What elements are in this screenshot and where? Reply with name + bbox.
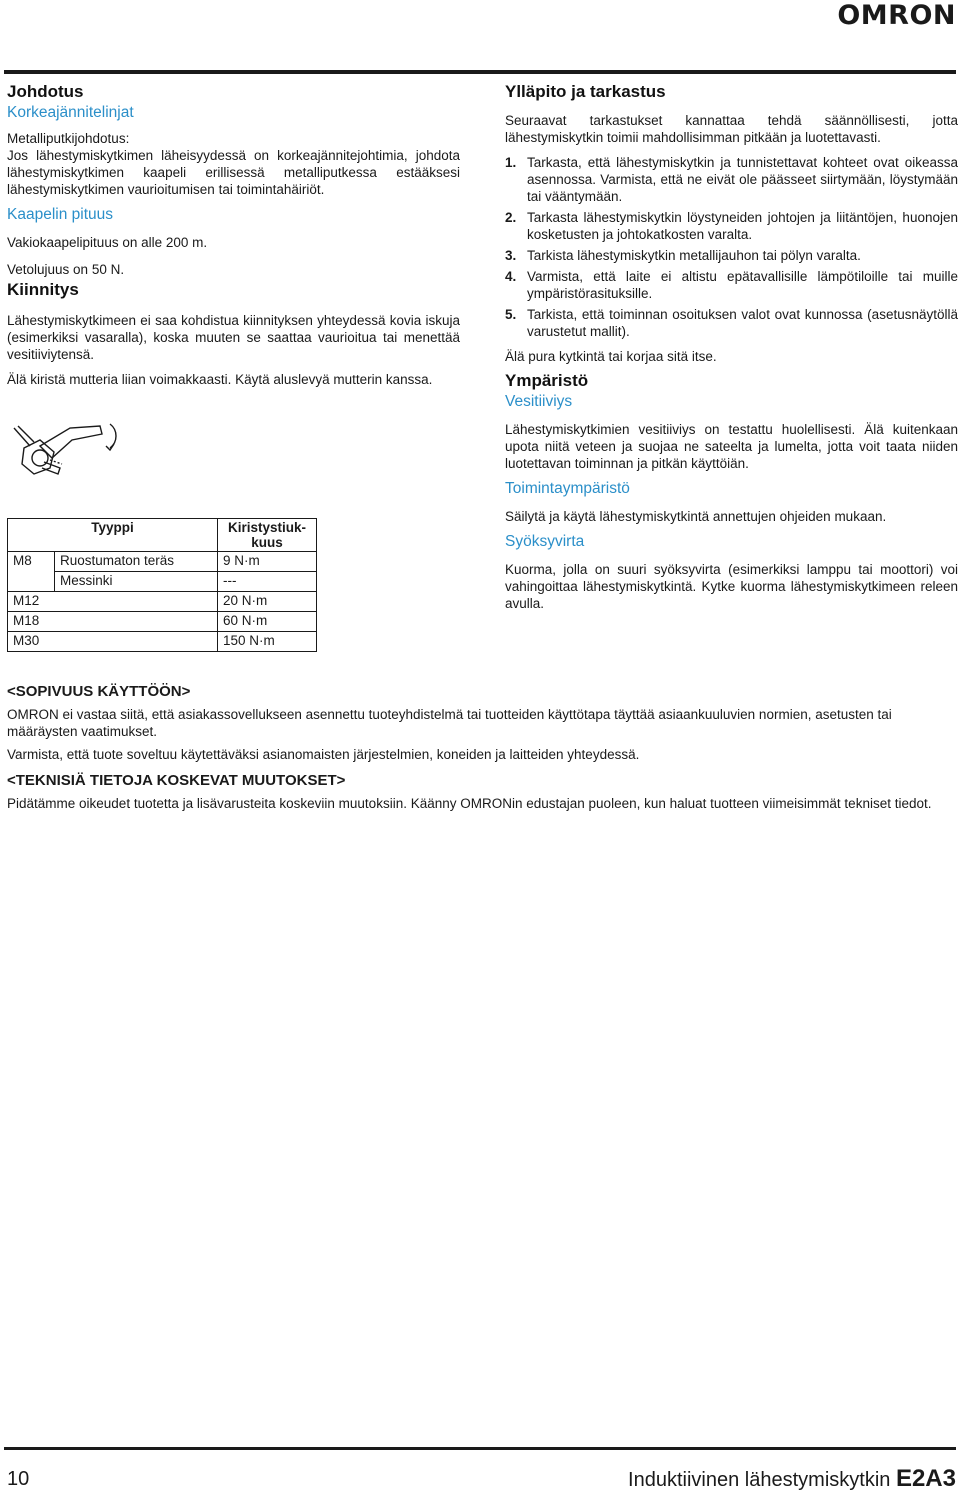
torque-cell: 60 N·m bbox=[218, 612, 317, 632]
table-header-row bbox=[8, 519, 317, 552]
list-item: 3. Tarkista lähestymiskytkin metallijauhon tai pölyn varalta. bbox=[505, 248, 861, 263]
torque-table bbox=[7, 518, 317, 652]
omron-logo: OMRON bbox=[837, 0, 956, 31]
subheading-toimintaymparisto: Toimintaympäristö bbox=[505, 480, 630, 497]
list-item: 5. Tarkista, että toiminnan osoituksen valot ovat kunnossa (asetusnäytöllä varustetut mallit). bbox=[505, 307, 958, 339]
torque-cell: 150 N·m bbox=[218, 632, 317, 652]
kiinnitys-nut-text: Älä kiristä mutteria liian voimakkaasti. Käytä aluslevyä mutterin kanssa. bbox=[7, 372, 433, 387]
heading-ymparisto: Ympäristö bbox=[505, 371, 589, 390]
sopivuus-text-2: Varmista, että tuote soveltuu käytettäväksi asianomaisten järjestelmien, koneiden ja laitteiden yhteydessä. bbox=[7, 747, 640, 762]
size-cell: M18 bbox=[8, 612, 218, 632]
maintenance-steps bbox=[505, 154, 958, 340]
subheading-syoksyvirta: Syöksyvirta bbox=[505, 533, 585, 550]
column-header-type: Tyyppi bbox=[8, 519, 218, 552]
cable-length-text: Vakiokaapelipituus on alle 200 m. bbox=[7, 235, 208, 250]
no-disassembly-text: Älä pura kytkintä tai korjaa sitä itse. bbox=[505, 349, 717, 364]
subheading-vesitiiviys: Vesitiiviys bbox=[505, 393, 573, 410]
table-row bbox=[8, 632, 317, 652]
header-rule bbox=[4, 70, 956, 74]
metalliputki-text: Jos lähestymiskytkimen läheisyydessä on korkeajännitejohtimia, johdota lähestymiskytkimen kaapeli erillisessä metalliputkessa estääksesi lähestymiskytkimen vaurioitumisen tai toimintahäiriöt. bbox=[7, 148, 460, 197]
page-number: 10 bbox=[7, 1468, 30, 1490]
heading-yllapito: Ylläpito ja tarkastus bbox=[505, 82, 666, 101]
table-row bbox=[8, 612, 317, 632]
heading-johdotus: Johdotus bbox=[7, 82, 84, 101]
yllapito-text: Seuraavat tarkastukset kannattaa tehdä säännöllisesti, jotta lähestymiskytkin toimii mahdollisimman pitkään ja luotettavasti. bbox=[505, 113, 958, 145]
list-item: 4. Varmista, että laite ei altistu epätavallisille lämpötiloille tai muille ympäristörasituksille. bbox=[505, 269, 958, 301]
size-cell: M30 bbox=[8, 632, 218, 652]
torque-cell: --- bbox=[218, 572, 317, 592]
table-row bbox=[8, 592, 317, 612]
wrench-illustration bbox=[10, 418, 122, 484]
torque-cell: 9 N·m bbox=[218, 552, 317, 572]
footer-rule bbox=[4, 1447, 956, 1450]
list-item: 2. Tarkasta lähestymiskytkin löystyneiden johtojen ja liitäntöjen, huonojen kosketusten ja johtokatkosten varalta. bbox=[505, 210, 958, 242]
heading-kiinnitys: Kiinnitys bbox=[7, 280, 79, 299]
toimintaymparisto-text: Säilytä ja käytä lähestymiskytkintä annettujen ohjeiden mukaan. bbox=[505, 509, 887, 524]
heading-sopivuus: <SOPIVUUS KÄYTTÖÖN> bbox=[7, 683, 191, 700]
subheading-kaapelin-pituus: Kaapelin pituus bbox=[7, 206, 113, 223]
vesitiiviys-text: Lähestymiskytkimien vesitiiviys on testattu huolellisesti. Älä kuitenkaan upota niitä veteen ja suojaa ne sateelta ja lumelta, jotta voit taata niiden luotettavan toiminnan ja pitkän käyttöiän. bbox=[505, 422, 958, 471]
subheading-korkeajannitelinjat: Korkeajännitelinjat bbox=[7, 104, 134, 121]
syoksyvirta-text: Kuorma, jolla on suuri syöksyvirta (esimerkiksi lamppu tai moottori) voi vahingoittaa lähestymiskytkintä. Kytke kuorma lähestymiskytkimeen releen avulla. bbox=[505, 562, 958, 611]
size-cell: M8 bbox=[8, 552, 55, 592]
suitability-section bbox=[7, 683, 957, 769]
list-item: 1. Tarkasta, että lähestymiskytkin ja tunnistettavat kohteet ovat oikeassa asennossa. Varmista, että ne eivät ole päässeet siirtymään, löystymään tai vääntymään. bbox=[505, 155, 958, 204]
size-cell: M12 bbox=[8, 592, 218, 612]
table-row bbox=[8, 572, 317, 592]
heading-tekniset: <TEKNISIÄ TIETOJA KOSKEVAT MUUTOKSET> bbox=[7, 772, 346, 789]
metalliputki-label: Metalliputkijohdotus: bbox=[7, 131, 130, 146]
table-row bbox=[8, 552, 317, 572]
kiinnitys-text: Lähestymiskytkimeen ei saa kohdistua kiinnityksen yhteydessä kovia iskuja (esimerkiksi vasaralla), koska muuten se saattaa vaurioitua tai menettää vesitiiviytensä. bbox=[7, 313, 460, 362]
right-column bbox=[505, 82, 958, 620]
sopivuus-text: OMRON ei vastaa siitä, että asiakassovellukseen asennettu tuoteyhdistelmä tai tuotteiden käyttötapa täyttää asiaankuuluvien normien, asetusten tai määräysten vaatimukset. bbox=[7, 707, 892, 739]
torque-cell: 20 N·m bbox=[218, 592, 317, 612]
column-header-torque: Kiristystiuk-kuus bbox=[218, 519, 317, 552]
material-cell: Ruostumaton teräs bbox=[55, 552, 218, 572]
model-name: E2A3 bbox=[895, 1465, 956, 1492]
left-column bbox=[7, 82, 460, 396]
document-title: Induktiivinen lähestymiskytkin bbox=[628, 1469, 891, 1491]
tekniset-text: Pidätämme oikeudet tuotetta ja lisävarusteita koskeviin muutoksiin. Käänny OMRONin edustajan puoleen, kun haluat tuotteen viimeisimmät tekniset tiedot. bbox=[7, 796, 932, 811]
material-cell: Messinki bbox=[55, 572, 218, 592]
footer-title bbox=[628, 1465, 956, 1493]
changes-section bbox=[7, 772, 957, 818]
tensile-strength-text: Vetolujuus on 50 N. bbox=[7, 262, 125, 277]
